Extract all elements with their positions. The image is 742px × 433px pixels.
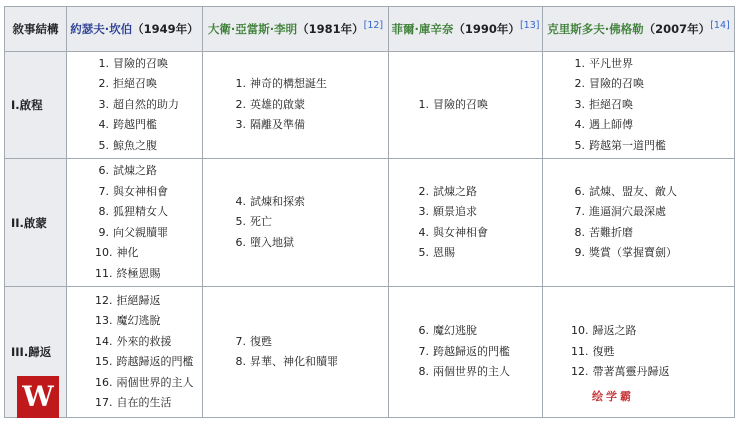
step-text: 與女神相會 xyxy=(433,225,488,239)
header-vogler-year: （2007年） xyxy=(643,22,711,36)
step-item xyxy=(571,115,734,136)
step-item xyxy=(95,352,202,373)
step-text: 兩個世界的主人 xyxy=(116,375,194,389)
step-text: 歸返之路 xyxy=(592,324,637,338)
step-text: 苦難折磨 xyxy=(589,225,633,239)
step-item xyxy=(571,342,734,363)
step-text: 遇上師傅 xyxy=(589,118,633,132)
step-text: 試煉和探索 xyxy=(250,194,305,208)
step-item xyxy=(415,362,542,383)
step-number: 5. xyxy=(418,246,429,259)
step-text: 復甦 xyxy=(250,334,272,348)
step-number: 1. xyxy=(418,97,429,111)
step-number: 1. xyxy=(98,56,109,70)
step-item xyxy=(95,54,202,75)
stage-cell-c3 xyxy=(389,52,543,159)
step-number: 10. xyxy=(571,324,589,338)
step-number: 13. xyxy=(95,314,113,327)
step-number: 7. xyxy=(235,334,246,348)
step-text: 試煉、盟友、敵人 xyxy=(589,184,677,198)
step-list xyxy=(67,54,202,157)
stage-cell-c2 xyxy=(203,287,389,418)
step-item xyxy=(571,321,734,342)
step-number: 2. xyxy=(574,77,585,91)
step-list xyxy=(543,321,734,383)
step-item xyxy=(232,352,388,373)
step-text: 神化 xyxy=(116,246,139,259)
stage-cell-c4 xyxy=(543,287,735,418)
step-text: 復甦 xyxy=(592,344,615,358)
step-item xyxy=(571,74,734,95)
step-text: 冒險的召喚 xyxy=(589,77,644,91)
header-vogler-name[interactable]: 克里斯多夫·佛格勒 xyxy=(547,22,644,36)
step-text: 狐狸精女人 xyxy=(113,205,168,218)
step-list xyxy=(67,291,202,414)
step-text: 向父親贖罪 xyxy=(113,225,168,239)
header-corner xyxy=(5,7,67,52)
step-text: 自在的生活 xyxy=(116,396,172,409)
step-text: 拒絕召喚 xyxy=(589,97,633,111)
stage-label: I.啟程 xyxy=(5,52,67,159)
watermark-text: 绘学霸 xyxy=(592,390,634,403)
step-text: 平凡世界 xyxy=(589,56,633,70)
step-item xyxy=(415,321,542,342)
step-item xyxy=(232,332,388,353)
step-item xyxy=(95,74,202,95)
narrative-structure-table xyxy=(4,6,735,418)
stage-cell-c2 xyxy=(203,52,389,159)
step-text: 跨越歸返的門檻 xyxy=(433,344,510,358)
step-text: 願景追求 xyxy=(433,205,477,218)
header-campbell xyxy=(67,7,203,52)
step-list xyxy=(67,161,202,284)
step-list xyxy=(543,182,734,264)
step-text: 試煉之路 xyxy=(433,184,477,198)
step-item xyxy=(95,311,202,332)
step-list xyxy=(203,192,388,254)
step-item xyxy=(232,233,388,254)
step-item xyxy=(415,342,542,363)
stage-cell-c1 xyxy=(67,287,203,418)
step-text: 與女神相會 xyxy=(113,184,168,198)
step-item xyxy=(232,74,388,95)
step-number: 8. xyxy=(235,355,246,368)
step-item xyxy=(415,202,542,223)
step-number: 8. xyxy=(98,205,109,218)
step-item xyxy=(571,54,734,75)
header-leeming xyxy=(203,7,389,52)
step-number: 3. xyxy=(418,205,429,218)
step-number: 11. xyxy=(571,344,589,358)
stage-cell-c1 xyxy=(67,52,203,159)
header-cousineau-year: （1990年） xyxy=(453,22,520,36)
step-text: 恩賜 xyxy=(433,246,455,259)
header-corner-label: 敘事結構 xyxy=(12,22,59,36)
reference-link-14[interactable]: [14] xyxy=(710,20,730,32)
step-text: 超自然的助力 xyxy=(113,97,179,111)
step-number: 6. xyxy=(235,235,246,249)
step-item xyxy=(571,182,734,203)
step-text: 獎賞（掌握寶劍） xyxy=(589,246,677,259)
step-number: 7. xyxy=(98,184,109,198)
step-item xyxy=(95,202,202,223)
step-item xyxy=(95,115,202,136)
step-text: 拒絕召喚 xyxy=(113,77,157,91)
step-item xyxy=(415,243,542,264)
step-item xyxy=(571,362,734,383)
step-number: 4. xyxy=(235,194,246,208)
step-number: 4. xyxy=(418,225,429,239)
step-number: 4. xyxy=(98,118,109,132)
step-number: 9. xyxy=(574,246,585,259)
step-list xyxy=(203,74,388,136)
step-item xyxy=(571,136,734,157)
step-item xyxy=(415,182,542,203)
step-text: 冒險的召喚 xyxy=(113,56,168,70)
step-item xyxy=(571,223,734,244)
step-item xyxy=(415,95,542,116)
step-text: 神奇的構想誕生 xyxy=(250,77,327,91)
step-number: 6. xyxy=(574,184,585,198)
step-text: 昇華、神化和贖罪 xyxy=(250,355,338,368)
step-text: 魔幻逃脫 xyxy=(433,324,477,338)
step-text: 跨越第一道門檻 xyxy=(589,138,666,152)
step-number: 16. xyxy=(95,375,113,389)
step-text: 兩個世界的主人 xyxy=(433,365,510,379)
stage-label: III.歸返 xyxy=(5,287,67,418)
step-number: 8. xyxy=(418,365,429,379)
step-item xyxy=(95,332,202,353)
stage-cell-c3 xyxy=(389,287,543,418)
header-cousineau-name[interactable]: 菲爾·庫辛奈 xyxy=(391,22,454,36)
step-item xyxy=(95,95,202,116)
step-number: 6. xyxy=(418,324,429,338)
step-number: 3. xyxy=(235,118,246,132)
step-item xyxy=(95,161,202,182)
row-departure xyxy=(5,52,735,159)
step-number: 11. xyxy=(95,266,113,280)
step-text: 墮入地獄 xyxy=(250,235,294,249)
step-item xyxy=(232,95,388,116)
step-text: 試煉之路 xyxy=(113,164,157,177)
step-item xyxy=(232,212,388,233)
step-list xyxy=(543,54,734,157)
step-number: 9. xyxy=(98,225,109,239)
stage-cell-c4 xyxy=(543,52,735,159)
step-list xyxy=(389,95,542,116)
step-number: 12. xyxy=(571,365,589,379)
step-number: 12. xyxy=(95,293,113,307)
header-campbell-year: （1949年） xyxy=(132,22,199,36)
step-text: 英雄的啟蒙 xyxy=(250,97,305,111)
step-item xyxy=(95,182,202,203)
header-vogler xyxy=(543,7,735,52)
step-text: 外來的救援 xyxy=(116,334,172,348)
step-number: 1. xyxy=(235,77,246,91)
step-text: 死亡 xyxy=(250,215,272,229)
stage-cell-c1 xyxy=(67,159,203,287)
hui-xue-ba-logo-icon xyxy=(17,376,59,418)
stage-label: II.啟蒙 xyxy=(5,159,67,287)
step-number: 10. xyxy=(95,246,113,259)
step-number: 1. xyxy=(574,56,585,70)
step-text: 帶著萬靈丹歸返 xyxy=(592,365,670,379)
step-number: 5. xyxy=(574,138,585,152)
step-item xyxy=(232,115,388,136)
header-cousineau xyxy=(389,7,543,52)
step-item xyxy=(95,264,202,285)
step-number: 5. xyxy=(235,215,246,229)
step-item xyxy=(95,136,202,157)
reference-link-13[interactable]: [13] xyxy=(519,20,540,32)
step-text: 鯨魚之腹 xyxy=(113,138,157,152)
step-text: 跨越歸返的門檻 xyxy=(116,355,194,368)
reference-link-12[interactable]: [12] xyxy=(363,20,384,32)
step-number: 6. xyxy=(98,164,109,177)
step-number: 2. xyxy=(235,97,246,111)
step-number: 4. xyxy=(574,118,585,132)
step-list xyxy=(389,182,542,264)
step-item xyxy=(95,243,202,264)
stage-cell-c2 xyxy=(203,159,389,287)
logo-glyph: W xyxy=(22,380,54,413)
header-leeming-year: （1981年） xyxy=(297,22,364,36)
step-list xyxy=(389,321,542,383)
step-text: 進逼洞穴最深處 xyxy=(589,205,666,218)
step-text: 跨越門檻 xyxy=(113,118,157,132)
step-text: 終極恩賜 xyxy=(116,266,161,280)
step-number: 2. xyxy=(98,77,109,91)
step-number: 17. xyxy=(95,396,113,409)
step-item xyxy=(95,291,202,312)
step-number: 3. xyxy=(98,97,109,111)
step-text: 魔幻逃脫 xyxy=(116,314,161,327)
step-number: 5. xyxy=(98,138,109,152)
step-item xyxy=(232,192,388,213)
step-number: 2. xyxy=(418,184,429,198)
step-number: 15. xyxy=(95,355,113,368)
step-number: 14. xyxy=(95,334,113,348)
step-number: 7. xyxy=(574,205,585,218)
step-item xyxy=(571,95,734,116)
step-number: 3. xyxy=(574,97,585,111)
step-text: 冒險的召喚 xyxy=(433,97,488,111)
step-item xyxy=(415,223,542,244)
step-list xyxy=(203,332,388,373)
header-row xyxy=(5,7,735,52)
step-text: 拒絕歸返 xyxy=(116,293,161,307)
step-item xyxy=(571,243,734,264)
step-item xyxy=(95,223,202,244)
row-initiation xyxy=(5,159,735,287)
step-item xyxy=(95,373,202,394)
stage-cell-c4 xyxy=(543,159,735,287)
step-item xyxy=(95,393,202,414)
step-number: 8. xyxy=(574,225,585,239)
step-number: 7. xyxy=(418,344,429,358)
header-campbell-name[interactable]: 約瑟夫·坎伯 xyxy=(70,22,133,36)
step-item xyxy=(571,202,734,223)
header-leeming-name[interactable]: 大衛·亞當斯·李明 xyxy=(207,22,298,36)
stage-cell-c3 xyxy=(389,159,543,287)
step-text: 隔離及準備 xyxy=(250,118,305,132)
